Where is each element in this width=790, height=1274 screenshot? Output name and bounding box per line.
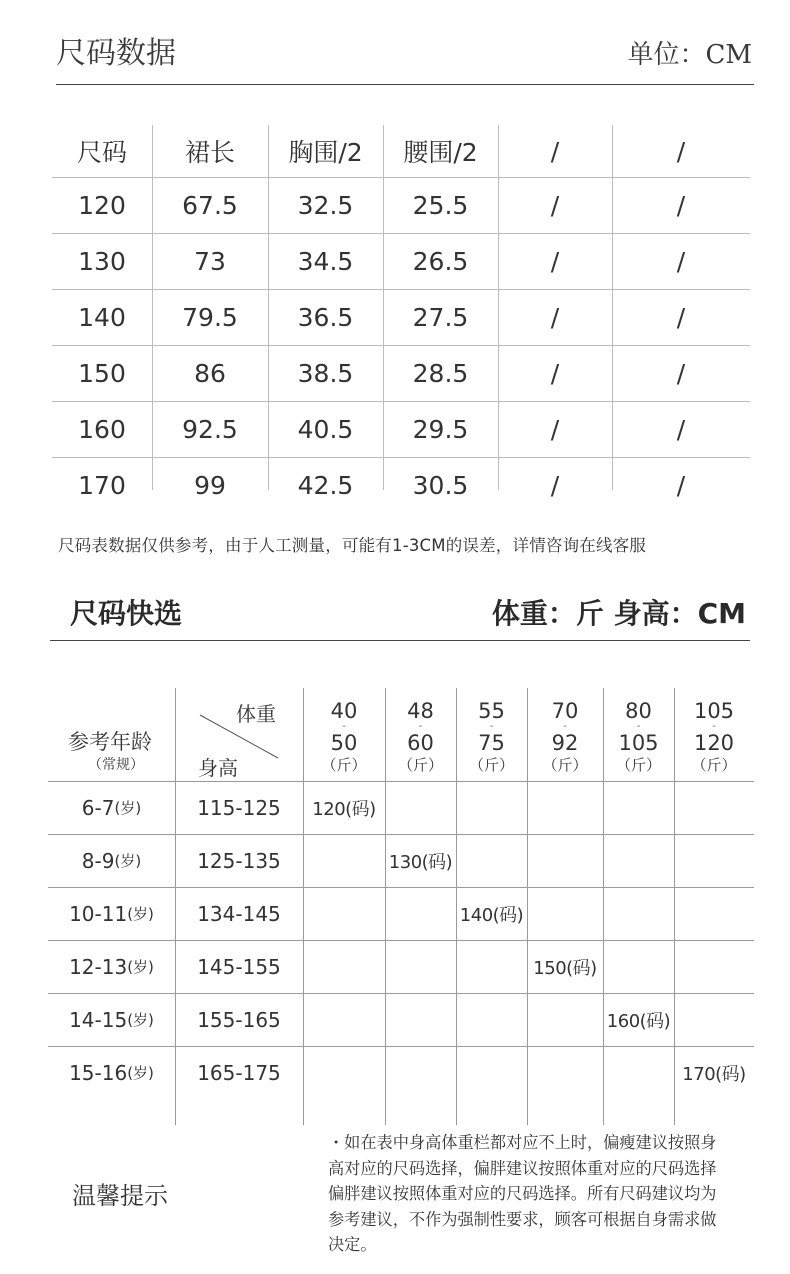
table-cell: 25.5 bbox=[412, 190, 469, 220]
table-header-cell: / bbox=[550, 136, 560, 166]
table-cell: 120 bbox=[78, 190, 126, 220]
table-cell: 30.5 bbox=[412, 470, 469, 500]
weight-to: 50 bbox=[330, 731, 358, 755]
weight-from: 105 bbox=[693, 699, 735, 723]
age-cell bbox=[48, 1046, 175, 1099]
age-range: 15-16 bbox=[69, 1060, 128, 1085]
range-dash: - bbox=[342, 721, 346, 732]
tip-line: 参考建议，不作为强制性要求，顾客可根据自身需求做 bbox=[328, 1209, 717, 1229]
table-cell: 92.5 bbox=[182, 414, 238, 444]
weight-unit: （斤） bbox=[321, 756, 367, 774]
table-cell: / bbox=[550, 470, 560, 500]
weight-from: 40 bbox=[330, 699, 358, 723]
height-cell: 125-135 bbox=[197, 848, 281, 873]
size-data-unit: 单位：CM bbox=[627, 40, 752, 70]
recommended-size: 130(码) bbox=[388, 851, 453, 873]
weight-to: 105 bbox=[618, 731, 659, 755]
table-cell: / bbox=[550, 302, 560, 332]
range-dash: - bbox=[489, 721, 494, 732]
age-range: 8-9 bbox=[81, 848, 115, 873]
table-cell: / bbox=[676, 414, 686, 444]
weight-to: 60 bbox=[407, 731, 434, 755]
tip-line: 高对应的尺码选择，偏胖建议按照体重对应的尺码选择 bbox=[328, 1158, 717, 1178]
age-unit: (岁) bbox=[127, 1011, 154, 1029]
weight-range-header bbox=[303, 688, 385, 793]
height-cell: 145-155 bbox=[197, 954, 281, 979]
tip-line: ・如在表中身高体重栏都对应不上时，偏瘦建议按照身 bbox=[328, 1133, 717, 1152]
recommended-size: 150(码) bbox=[533, 957, 597, 979]
height-cell: 155-165 bbox=[197, 1007, 281, 1032]
tip-text bbox=[328, 1130, 748, 1258]
weight-range-header bbox=[674, 688, 754, 793]
table-cell: 130 bbox=[78, 246, 126, 276]
age-unit: (岁) bbox=[127, 1064, 154, 1082]
table-cell: / bbox=[676, 358, 686, 388]
section-divider bbox=[50, 640, 750, 641]
table-cell: 86 bbox=[194, 358, 226, 388]
age-cell bbox=[48, 781, 175, 834]
table-cell: / bbox=[676, 190, 686, 220]
weight-from: 55 bbox=[478, 699, 505, 723]
height-axis-label: 身高 bbox=[198, 756, 238, 780]
height-cell: 165-175 bbox=[197, 1060, 281, 1085]
weight-to: 120 bbox=[693, 731, 735, 755]
weight-unit: （斤） bbox=[615, 756, 661, 774]
table-header-cell: 腰围/2 bbox=[403, 138, 478, 167]
table-cell: 79.5 bbox=[182, 302, 238, 332]
age-range: 6-7 bbox=[81, 795, 115, 820]
height-cell: 115-125 bbox=[197, 795, 281, 820]
age-cell bbox=[48, 993, 175, 1046]
recommended-size: 170(码) bbox=[682, 1063, 746, 1085]
recommended-size: 120(码) bbox=[312, 798, 376, 820]
table-cell: 170 bbox=[78, 470, 126, 500]
table-cell: / bbox=[676, 470, 686, 500]
range-dash: - bbox=[712, 721, 716, 732]
table-cell: 67.5 bbox=[182, 190, 238, 220]
weight-axis-label: 体重 bbox=[236, 702, 276, 726]
range-dash: - bbox=[418, 721, 423, 732]
age-cell bbox=[48, 940, 175, 993]
age-unit: (岁) bbox=[114, 799, 142, 817]
weight-from: 80 bbox=[625, 699, 652, 723]
table-cell: / bbox=[550, 190, 560, 220]
table-cell: 29.5 bbox=[412, 414, 469, 444]
table-cell: 34.5 bbox=[297, 246, 354, 276]
section-divider bbox=[56, 84, 754, 85]
age-unit: (岁) bbox=[127, 958, 154, 976]
tip-line: 决定。 bbox=[328, 1235, 377, 1254]
age-header: 参考年龄 bbox=[68, 730, 152, 754]
table-cell: 99 bbox=[194, 470, 226, 500]
table-header-cell: 裙长 bbox=[184, 138, 235, 167]
tip-line: 偏胖建议按照体重对应的尺码选择。所有尺码建议均为 bbox=[328, 1184, 717, 1203]
weight-range-header bbox=[603, 688, 674, 793]
table-header-cell: 尺码 bbox=[76, 138, 127, 167]
size-table-note: 尺码表数据仅供参考，由于人工测量，可能有1-3CM的误差，详情咨询在线客服 bbox=[58, 536, 647, 555]
table-cell: 38.5 bbox=[297, 358, 354, 388]
table-cell: 140 bbox=[78, 302, 126, 332]
age-range: 14-15 bbox=[69, 1007, 128, 1032]
range-dash: - bbox=[563, 721, 567, 732]
recommended-size: 160(码) bbox=[606, 1010, 671, 1032]
table-cell: 28.5 bbox=[412, 358, 469, 388]
table-cell: 40.5 bbox=[297, 414, 354, 444]
age-range: 10-11 bbox=[69, 901, 128, 926]
weight-from: 48 bbox=[407, 699, 434, 723]
age-range: 12-13 bbox=[69, 954, 128, 979]
table-cell: 73 bbox=[194, 246, 226, 276]
table-cell: / bbox=[676, 302, 686, 332]
weight-to: 75 bbox=[478, 731, 505, 755]
table-cell: / bbox=[550, 246, 560, 276]
table-cell: 32.5 bbox=[297, 190, 354, 220]
table-header-cell: / bbox=[676, 136, 686, 166]
table-cell: 42.5 bbox=[297, 470, 354, 500]
table-header-cell: 胸围/2 bbox=[288, 138, 363, 167]
age-subheader: （常规） bbox=[88, 757, 144, 773]
size-table bbox=[52, 125, 750, 500]
table-cell: / bbox=[550, 358, 560, 388]
table-cell: 150 bbox=[78, 358, 126, 388]
weight-range-header bbox=[456, 688, 527, 793]
quick-select-title: 尺码快选 bbox=[70, 597, 183, 630]
weight-unit: （斤） bbox=[397, 756, 443, 774]
recommended-size: 140(码) bbox=[459, 904, 524, 926]
age-unit: (岁) bbox=[127, 905, 154, 923]
age-cell bbox=[48, 887, 175, 940]
table-cell: 26.5 bbox=[412, 246, 469, 276]
table-cell: 36.5 bbox=[297, 302, 354, 332]
weight-from: 70 bbox=[551, 699, 579, 723]
weight-unit: （斤） bbox=[691, 756, 737, 774]
weight-range-header bbox=[527, 688, 603, 793]
size-data-title: 尺码数据 bbox=[56, 36, 176, 71]
table-cell: 27.5 bbox=[412, 302, 469, 332]
table-cell: 160 bbox=[78, 414, 126, 444]
age-cell bbox=[48, 834, 175, 887]
range-dash: - bbox=[636, 721, 641, 732]
table-cell: / bbox=[550, 414, 560, 444]
height-cell: 134-145 bbox=[197, 901, 281, 926]
age-unit: (岁) bbox=[114, 852, 142, 870]
weight-to: 92 bbox=[551, 731, 579, 755]
weight-unit: （斤） bbox=[542, 756, 588, 774]
quick-select-unit: 体重：斤 身高：CM bbox=[491, 597, 746, 630]
weight-unit: （斤） bbox=[468, 756, 514, 774]
quick-select-table bbox=[48, 688, 754, 1125]
tip-title: 温馨提示 bbox=[72, 1182, 168, 1210]
table-cell: / bbox=[676, 246, 686, 276]
weight-range-header bbox=[385, 688, 456, 793]
